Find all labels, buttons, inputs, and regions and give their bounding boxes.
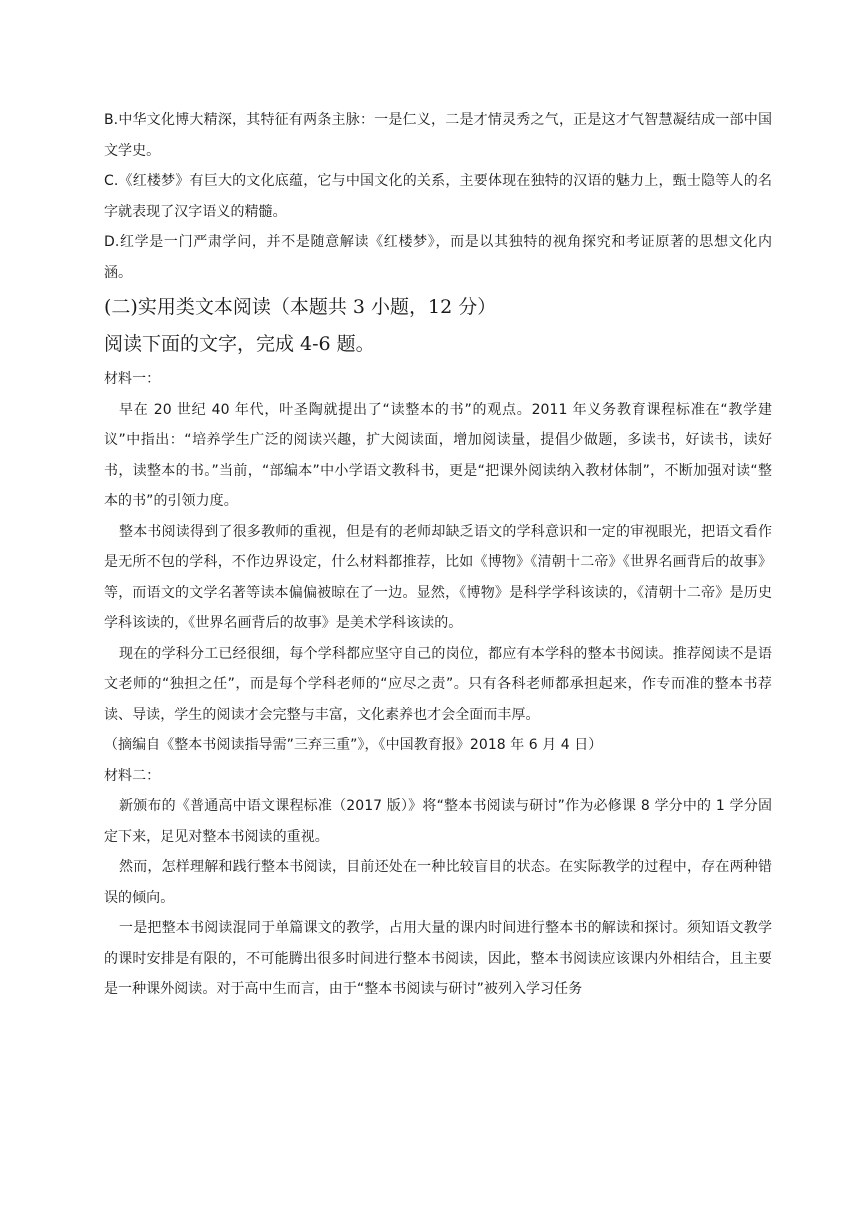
material-one-source: （摘编自《整本书阅读指导需”三弃三重”》，《中国教育报》2018 年 6 月 4 日） <box>104 737 603 753</box>
material-two-paragraph-3: 一是把整本书阅读混同于单篇课文的教学，占用大量的课内时间进行整本书的解读和探讨。须知语文教学的课时安排是有限的，不可能腾出很多时间进行整本书阅读，因此，整本书阅读应该课内外相结合，且主要是一种课外阅读。对于高中生而言，由于“整本书阅读与研讨”被列入学习任务 <box>104 920 772 997</box>
option-d-text: D.红学是一门严肃学问，并不是随意解读《红楼梦》，而是以其独特的视角探究和考证原著的思想文化内涵。 <box>104 234 772 281</box>
option-c-text: C.《红楼梦》有巨大的文化底蕴，它与中国文化的关系，主要体现在独特的汉语的魅力上，甄士隐等人的名字就表现了汉字语义的精髓。 <box>104 173 772 220</box>
material-one-label: 材料一： <box>104 371 161 387</box>
document-body <box>104 105 772 1005</box>
material-two-paragraph-1: 新颁布的《普通高中语文课程标准（2017 版）》将“整本书阅读与研讨”作为必修课 8 学分中的 1 学分固定下来，足见对整本书阅读的重视。 <box>104 798 772 845</box>
option-b-text: B.中华文化博大精深，其特征有两条主脉：一是仁义，二是才情灵秀之气，正是这才气智慧凝结成一部中国文学史。 <box>104 112 772 159</box>
section-title: (二)实用类文本阅读（本题共 3 小题，12 分） <box>104 296 497 318</box>
material-one-paragraph-1: 早在 20 世纪 40 年代，叶圣陶就提出了“读整本的书”的观点。2011 年义务教育课程标准在“教学建议”中指出：“培养学生广泛的阅读兴趣，扩大阅读面，增加阅读量，提倡少做题，多读书，好读书，读好书，读整本的书。”当前，“部编本”中小学语文教科书，更是“把课外阅读纳入教材体制”，不断加强对读“整本的书”的引领力度。 <box>104 401 772 509</box>
reading-instruction: 阅读下面的文字，完成 4-6 题。 <box>104 333 375 355</box>
material-one-paragraph-3: 现在的学科分工已经很细，每个学科都应坚守自己的岗位，都应有本学科的整本书阅读。推荐阅读不是语文老师的“独担之任”，而是每个学科老师的“应尽之责”。只有各科老师都承担起来，作专而准的整本书荐读、导读，学生的阅读才会完整与丰富，文化素养也才会全面而丰厚。 <box>104 645 772 723</box>
material-one-paragraph-2: 整本书阅读得到了很多教师的重视，但是有的老师却缺乏语文的学科意识和一定的审视眼光，把语文看作是无所不包的学科，不作边界设定，什么材料都推荐，比如《博物》《清朝十二帝》《世界名画背后的故事》等，而语文的文学名著等读本偏偏被晾在了一边。显然，《博物》是科学学科该读的，《清朝十二帝》是历史学科该读的，《世界名画背后的故事》是美术学科该读的。 <box>104 523 772 631</box>
material-two-paragraph-2: 然而，怎样理解和践行整本书阅读，目前还处在一种比较盲目的状态。在实际教学的过程中，存在两种错误的倾向。 <box>104 859 772 906</box>
material-two-label: 材料二： <box>104 767 161 784</box>
